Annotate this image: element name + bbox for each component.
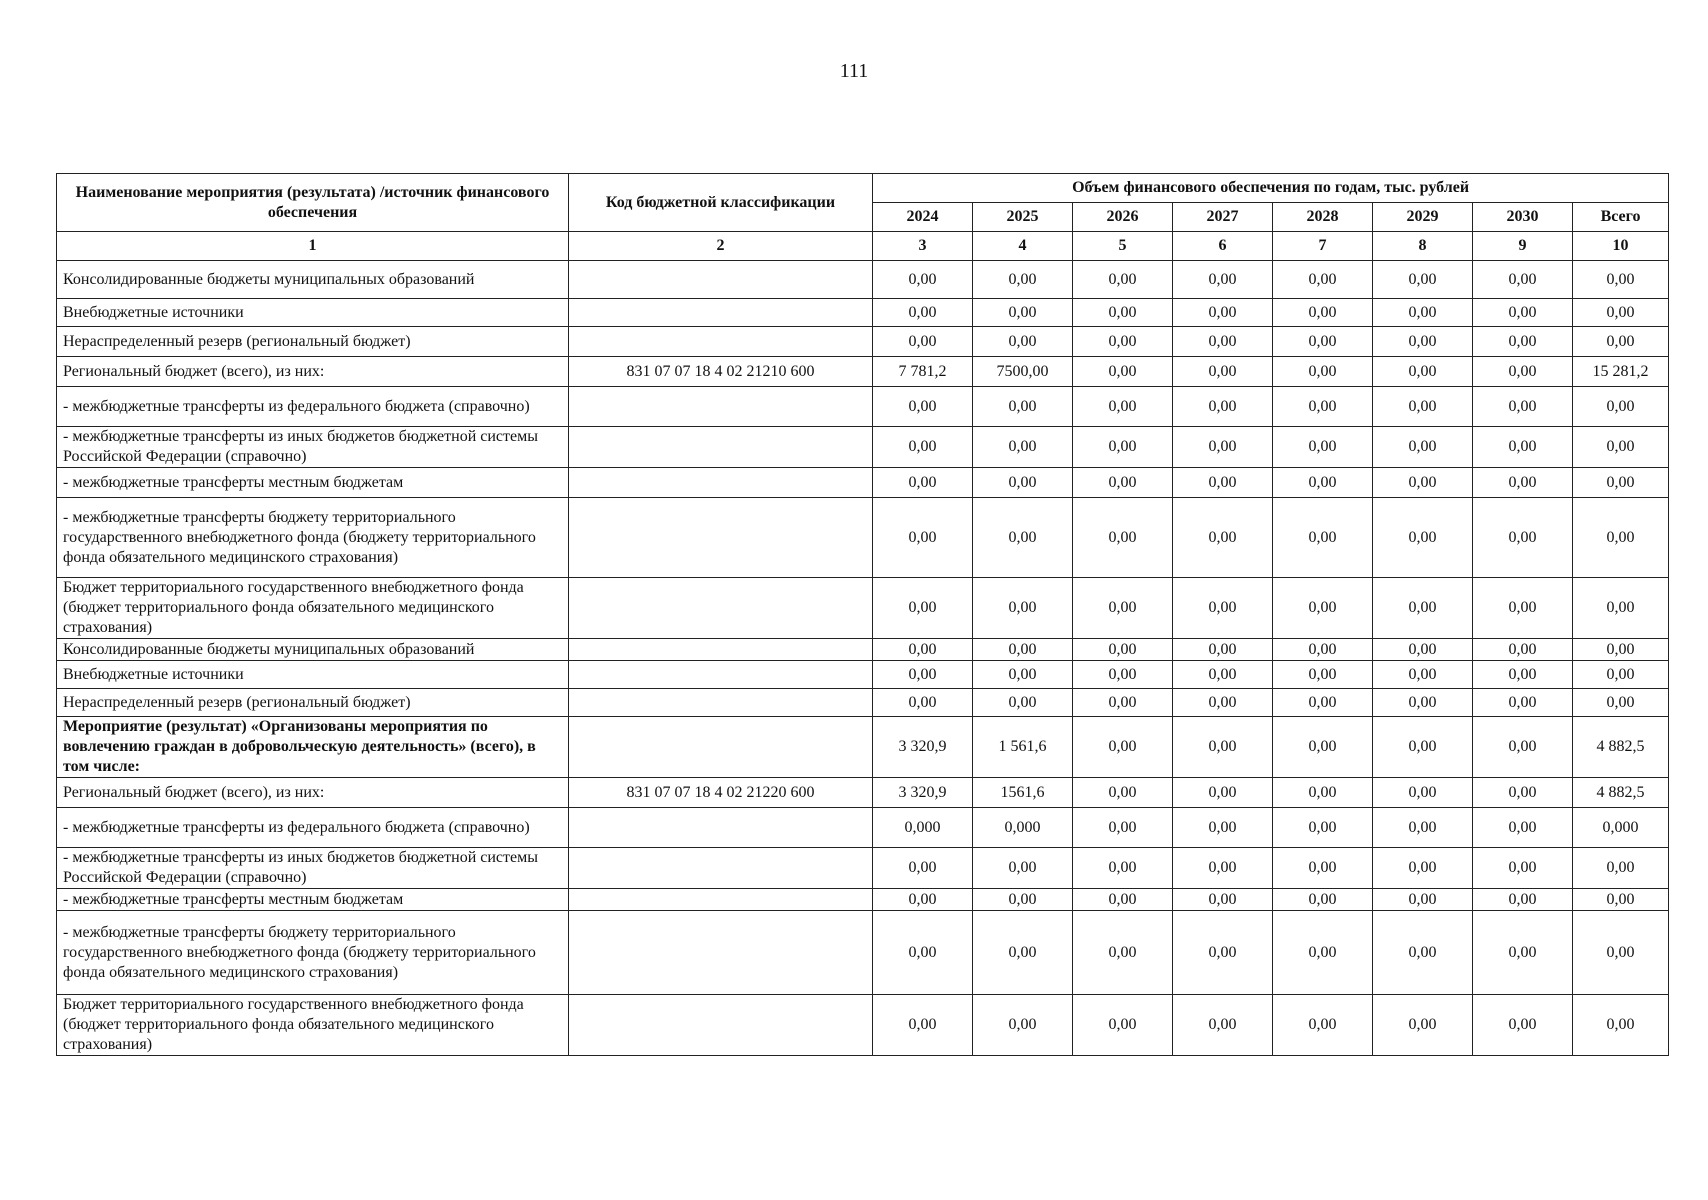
row-value: 0,00 (1073, 689, 1173, 717)
row-value: 0,00 (1473, 468, 1573, 498)
table-row (57, 689, 1669, 717)
row-value: 0,00 (1473, 808, 1573, 848)
row-value: 0,00 (1473, 327, 1573, 357)
row-code (569, 848, 873, 889)
table-row (57, 639, 1669, 661)
row-value: 0,00 (873, 661, 973, 689)
row-value: 0,00 (1473, 578, 1573, 639)
row-value: 3 320,9 (873, 778, 973, 808)
row-value: 1 561,6 (973, 717, 1073, 778)
row-value: 0,00 (1073, 357, 1173, 387)
row-value: 0,00 (1473, 427, 1573, 468)
row-code (569, 327, 873, 357)
row-code (569, 689, 873, 717)
row-value: 0,00 (1473, 778, 1573, 808)
table-row (57, 911, 1669, 995)
row-value: 3 320,9 (873, 717, 973, 778)
row-value: 0,00 (873, 387, 973, 427)
row-code (569, 911, 873, 995)
row-value: 0,00 (1173, 639, 1273, 661)
table-row (57, 468, 1669, 498)
row-value: 7 781,2 (873, 357, 973, 387)
row-value: 0,00 (1273, 468, 1373, 498)
row-value: 0,00 (1073, 848, 1173, 889)
row-value: 0,00 (973, 848, 1073, 889)
row-value: 0,00 (973, 889, 1073, 911)
row-name: Бюджет территориального государственного внебюджетного фонда (бюджет территориального фонда обязательного медицинского страхования) (57, 995, 569, 1056)
row-name: - межбюджетные трансферты из иных бюджетов бюджетной системы Российской Федерации (справочно) (57, 427, 569, 468)
row-value: 0,00 (973, 911, 1073, 995)
header-volume: Объем финансового обеспечения по годам, тыс. рублей (873, 174, 1669, 203)
row-code (569, 661, 873, 689)
row-value: 0,00 (1173, 327, 1273, 357)
row-name: - межбюджетные трансферты местным бюджетам (57, 889, 569, 911)
row-value: 0,00 (1173, 261, 1273, 299)
row-value: 1561,6 (973, 778, 1073, 808)
row-value: 0,00 (1473, 995, 1573, 1056)
row-value: 0,00 (1173, 911, 1273, 995)
table-row (57, 261, 1669, 299)
row-value: 0,00 (1473, 889, 1573, 911)
row-value: 0,00 (973, 661, 1073, 689)
row-value: 0,00 (1373, 995, 1473, 1056)
row-total: 0,00 (1573, 995, 1669, 1056)
row-value: 0,00 (1273, 717, 1373, 778)
row-value: 0,00 (873, 995, 973, 1056)
row-name: Консолидированные бюджеты муниципальных образований (57, 261, 569, 299)
row-value: 0,00 (1373, 578, 1473, 639)
row-value: 0,00 (873, 911, 973, 995)
row-total: 0,00 (1573, 299, 1669, 327)
row-value: 0,00 (1173, 778, 1273, 808)
row-value: 0,00 (1373, 427, 1473, 468)
row-value: 0,00 (1473, 299, 1573, 327)
column-index: 6 (1173, 232, 1273, 261)
header-code: Код бюджетной классификации (569, 174, 873, 232)
row-value: 0,00 (1373, 327, 1473, 357)
row-value: 0,00 (1173, 578, 1273, 639)
table-row (57, 299, 1669, 327)
header-year: 2027 (1173, 203, 1273, 232)
row-value: 0,00 (873, 327, 973, 357)
row-value: 0,000 (973, 808, 1073, 848)
row-total: 0,00 (1573, 327, 1669, 357)
row-total: 0,00 (1573, 689, 1669, 717)
row-value: 0,00 (1273, 427, 1373, 468)
row-value: 0,00 (1073, 778, 1173, 808)
row-code (569, 468, 873, 498)
row-value: 0,00 (1473, 689, 1573, 717)
row-value: 0,00 (1173, 468, 1273, 498)
row-name: Мероприятие (результат) «Организованы мероприятия по вовлечению граждан в добровольческую деятельность» (всего), в том числе: (57, 717, 569, 778)
row-total: 0,00 (1573, 261, 1669, 299)
row-value: 0,00 (973, 387, 1073, 427)
row-total: 0,00 (1573, 468, 1669, 498)
row-value: 0,00 (1273, 578, 1373, 639)
row-value: 0,00 (1373, 911, 1473, 995)
header-name: Наименование мероприятия (результата) /источник финансового обеспечения (57, 174, 569, 232)
row-code (569, 717, 873, 778)
row-code (569, 261, 873, 299)
row-value: 0,00 (1273, 808, 1373, 848)
row-code (569, 578, 873, 639)
row-value: 0,000 (873, 808, 973, 848)
budget-table (56, 173, 1669, 1056)
row-value: 0,00 (873, 578, 973, 639)
row-value: 0,00 (1173, 808, 1273, 848)
row-value: 0,00 (1173, 661, 1273, 689)
row-value: 0,00 (973, 498, 1073, 578)
row-value: 0,00 (1473, 661, 1573, 689)
row-code (569, 808, 873, 848)
column-index: 1 (57, 232, 569, 261)
row-value: 0,00 (1073, 427, 1173, 468)
column-index: 9 (1473, 232, 1573, 261)
header-year: 2025 (973, 203, 1073, 232)
row-total: 4 882,5 (1573, 717, 1669, 778)
row-value: 0,00 (1273, 661, 1373, 689)
row-value: 0,00 (1173, 299, 1273, 327)
column-index: 8 (1373, 232, 1473, 261)
row-value: 0,00 (1373, 661, 1473, 689)
row-value: 0,00 (1473, 261, 1573, 299)
row-value: 0,00 (873, 889, 973, 911)
table-row (57, 778, 1669, 808)
row-value: 0,00 (973, 578, 1073, 639)
row-value: 0,00 (873, 639, 973, 661)
column-index: 7 (1273, 232, 1373, 261)
row-value: 0,00 (1473, 387, 1573, 427)
row-code: 831 07 07 18 4 02 21220 600 (569, 778, 873, 808)
row-name: - межбюджетные трансферты из иных бюджетов бюджетной системы Российской Федерации (справочно) (57, 848, 569, 889)
row-value: 0,00 (1273, 689, 1373, 717)
row-value: 0,00 (873, 498, 973, 578)
table-row (57, 498, 1669, 578)
row-value: 0,00 (1173, 498, 1273, 578)
table-row (57, 578, 1669, 639)
row-value: 0,00 (1473, 357, 1573, 387)
row-total: 0,00 (1573, 427, 1669, 468)
row-value: 0,00 (1373, 299, 1473, 327)
row-value: 0,00 (1373, 717, 1473, 778)
row-value: 0,00 (873, 848, 973, 889)
row-value: 0,00 (1073, 327, 1173, 357)
row-value: 0,00 (1273, 261, 1373, 299)
row-value: 0,00 (1473, 498, 1573, 578)
row-value: 0,00 (1073, 717, 1173, 778)
row-total: 0,00 (1573, 911, 1669, 995)
row-value: 0,00 (873, 261, 973, 299)
row-value: 0,00 (1273, 639, 1373, 661)
row-value: 0,00 (1373, 808, 1473, 848)
page-number: 111 (839, 60, 869, 82)
header-year: 2030 (1473, 203, 1573, 232)
row-value: 0,00 (1373, 689, 1473, 717)
header-year: 2028 (1273, 203, 1373, 232)
row-name: - межбюджетные трансферты бюджету территориального государственного внебюджетного фонда (бюджету территориального фонда обязательного медицинского страхования) (57, 911, 569, 995)
row-value: 0,00 (1273, 299, 1373, 327)
row-total: 0,00 (1573, 639, 1669, 661)
row-total: 15 281,2 (1573, 357, 1669, 387)
row-value: 0,00 (1273, 357, 1373, 387)
row-name: Региональный бюджет (всего), из них: (57, 357, 569, 387)
row-value: 0,00 (1073, 661, 1173, 689)
row-code (569, 498, 873, 578)
row-value: 0,00 (1073, 468, 1173, 498)
row-value: 0,00 (1473, 639, 1573, 661)
row-name: Нераспределенный резерв (региональный бюджет) (57, 689, 569, 717)
column-index: 10 (1573, 232, 1669, 261)
row-value: 0,00 (973, 468, 1073, 498)
table-row (57, 808, 1669, 848)
row-name: Внебюджетные источники (57, 661, 569, 689)
table-row (57, 427, 1669, 468)
row-value: 0,00 (1373, 261, 1473, 299)
row-code (569, 387, 873, 427)
table-row (57, 717, 1669, 778)
row-value: 0,00 (1073, 299, 1173, 327)
row-value: 0,00 (1273, 995, 1373, 1056)
row-name: Консолидированные бюджеты муниципальных образований (57, 639, 569, 661)
row-value: 0,00 (1173, 717, 1273, 778)
row-value: 0,00 (1073, 995, 1173, 1056)
row-value: 0,00 (1473, 717, 1573, 778)
row-value: 0,00 (973, 995, 1073, 1056)
row-value: 0,00 (973, 427, 1073, 468)
row-total: 4 882,5 (1573, 778, 1669, 808)
row-code (569, 299, 873, 327)
row-value: 0,00 (973, 261, 1073, 299)
column-index: 2 (569, 232, 873, 261)
row-value: 0,00 (1273, 778, 1373, 808)
row-value: 0,00 (1173, 357, 1273, 387)
row-value: 0,00 (873, 299, 973, 327)
row-name: - межбюджетные трансферты из федерального бюджета (справочно) (57, 387, 569, 427)
row-code (569, 995, 873, 1056)
row-value: 0,00 (1273, 387, 1373, 427)
row-value: 0,00 (1373, 357, 1473, 387)
row-total: 0,00 (1573, 661, 1669, 689)
row-total: 0,00 (1573, 889, 1669, 911)
row-value: 0,00 (1373, 498, 1473, 578)
header-year: 2024 (873, 203, 973, 232)
row-value: 0,00 (1073, 808, 1173, 848)
column-index: 4 (973, 232, 1073, 261)
row-value: 0,00 (1073, 261, 1173, 299)
row-value: 0,00 (1173, 848, 1273, 889)
table-body (57, 261, 1669, 1056)
row-name: Внебюджетные источники (57, 299, 569, 327)
row-code (569, 639, 873, 661)
row-value: 0,00 (973, 299, 1073, 327)
table-row (57, 661, 1669, 689)
row-name: Бюджет территориального государственного внебюджетного фонда (бюджет территориального фонда обязательного медицинского страхования) (57, 578, 569, 639)
row-value: 0,00 (1073, 498, 1173, 578)
row-value: 0,00 (1273, 327, 1373, 357)
row-value: 0,00 (873, 468, 973, 498)
row-total: 0,000 (1573, 808, 1669, 848)
row-value: 0,00 (1473, 911, 1573, 995)
row-value: 0,00 (1173, 995, 1273, 1056)
table-row (57, 995, 1669, 1056)
row-value: 0,00 (1273, 498, 1373, 578)
row-code (569, 889, 873, 911)
row-value: 0,00 (1373, 848, 1473, 889)
table-row (57, 387, 1669, 427)
row-total: 0,00 (1573, 387, 1669, 427)
row-value: 0,00 (1073, 911, 1173, 995)
row-value: 0,00 (1173, 387, 1273, 427)
row-value: 0,00 (1373, 778, 1473, 808)
row-code: 831 07 07 18 4 02 21210 600 (569, 357, 873, 387)
row-value: 0,00 (1173, 427, 1273, 468)
row-name: Региональный бюджет (всего), из них: (57, 778, 569, 808)
row-value: 0,00 (1373, 639, 1473, 661)
row-value: 0,00 (973, 639, 1073, 661)
header-year: 2029 (1373, 203, 1473, 232)
row-value: 0,00 (1473, 848, 1573, 889)
row-value: 0,00 (1073, 578, 1173, 639)
column-index: 5 (1073, 232, 1173, 261)
row-total: 0,00 (1573, 848, 1669, 889)
table-row (57, 357, 1669, 387)
row-total: 0,00 (1573, 498, 1669, 578)
row-value: 0,00 (973, 689, 1073, 717)
row-value: 0,00 (873, 427, 973, 468)
row-value: 0,00 (1173, 889, 1273, 911)
column-index: 3 (873, 232, 973, 261)
header-year: 2026 (1073, 203, 1173, 232)
row-name: - межбюджетные трансферты бюджету территориального государственного внебюджетного фонда (бюджету территориального фонда обязательного медицинского страхования) (57, 498, 569, 578)
table-row (57, 889, 1669, 911)
row-value: 0,00 (1273, 911, 1373, 995)
header-total: Всего (1573, 203, 1669, 232)
row-value: 0,00 (1273, 889, 1373, 911)
table-row (57, 848, 1669, 889)
table-row (57, 327, 1669, 357)
row-value: 0,00 (1373, 468, 1473, 498)
row-name: - межбюджетные трансферты местным бюджетам (57, 468, 569, 498)
row-value: 0,00 (1173, 689, 1273, 717)
row-name: Нераспределенный резерв (региональный бюджет) (57, 327, 569, 357)
row-value: 0,00 (1373, 387, 1473, 427)
row-name: - межбюджетные трансферты из федерального бюджета (справочно) (57, 808, 569, 848)
row-code (569, 427, 873, 468)
row-value: 7500,00 (973, 357, 1073, 387)
row-value: 0,00 (1073, 639, 1173, 661)
row-value: 0,00 (1073, 387, 1173, 427)
row-value: 0,00 (1273, 848, 1373, 889)
row-value: 0,00 (1373, 889, 1473, 911)
row-value: 0,00 (873, 689, 973, 717)
row-value: 0,00 (973, 327, 1073, 357)
row-total: 0,00 (1573, 578, 1669, 639)
row-value: 0,00 (1073, 889, 1173, 911)
